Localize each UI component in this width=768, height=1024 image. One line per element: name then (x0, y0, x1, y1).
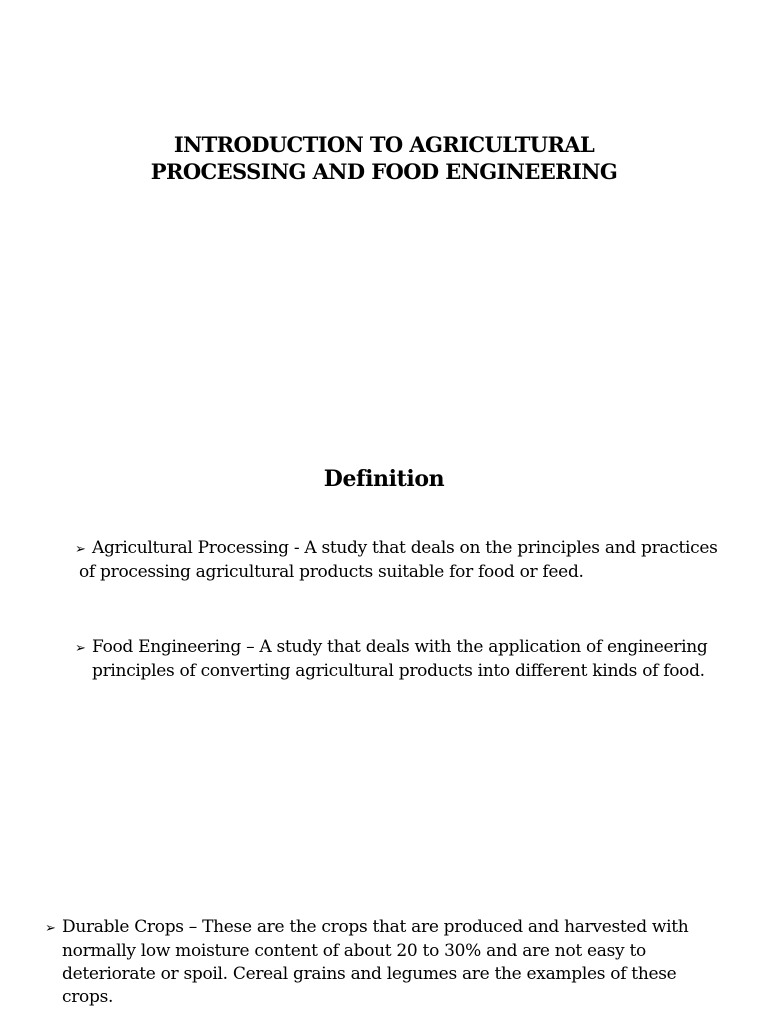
bullet-first-line (45, 916, 688, 940)
bullet-continuation: normally low moisture content of about 20 to 30% and are not easy to (62, 941, 646, 961)
bullet-continuation: deteriorate or spoil. Cereal grains and legumes are the examples of these (62, 964, 677, 984)
bullet-continuation: crops. (62, 987, 114, 1007)
bullet-food-engineering (75, 636, 707, 683)
bullet-agricultural-processing (75, 537, 718, 584)
bullet-text: Food Engineering – A study that deals with the application of engineering (92, 637, 708, 657)
bullet-text: Durable Crops – These are the crops that are produced and harvested with (62, 917, 689, 937)
arrow-bullet-icon: ➢ (75, 542, 86, 557)
arrow-bullet-icon: ➢ (75, 641, 86, 656)
arrow-bullet-icon: ➢ (45, 921, 56, 936)
bullet-continuation: principles of converting agricultural products into different kinds of food. (92, 661, 705, 681)
title-line-1: INTRODUCTION TO AGRICULTURAL (173, 132, 595, 157)
bullet-continuation: of processing agricultural products suitable for food or feed. (79, 562, 584, 582)
bullet-text: Agricultural Processing - A study that deals on the principles and practices (92, 538, 718, 558)
bullet-first-line (75, 636, 707, 660)
bullet-first-line (75, 537, 718, 561)
document-title (0, 131, 768, 185)
section-heading: Definition (323, 466, 445, 492)
title-line-2: PROCESSING AND FOOD ENGINEERING (150, 159, 618, 184)
bullet-durable-crops (45, 916, 688, 1009)
